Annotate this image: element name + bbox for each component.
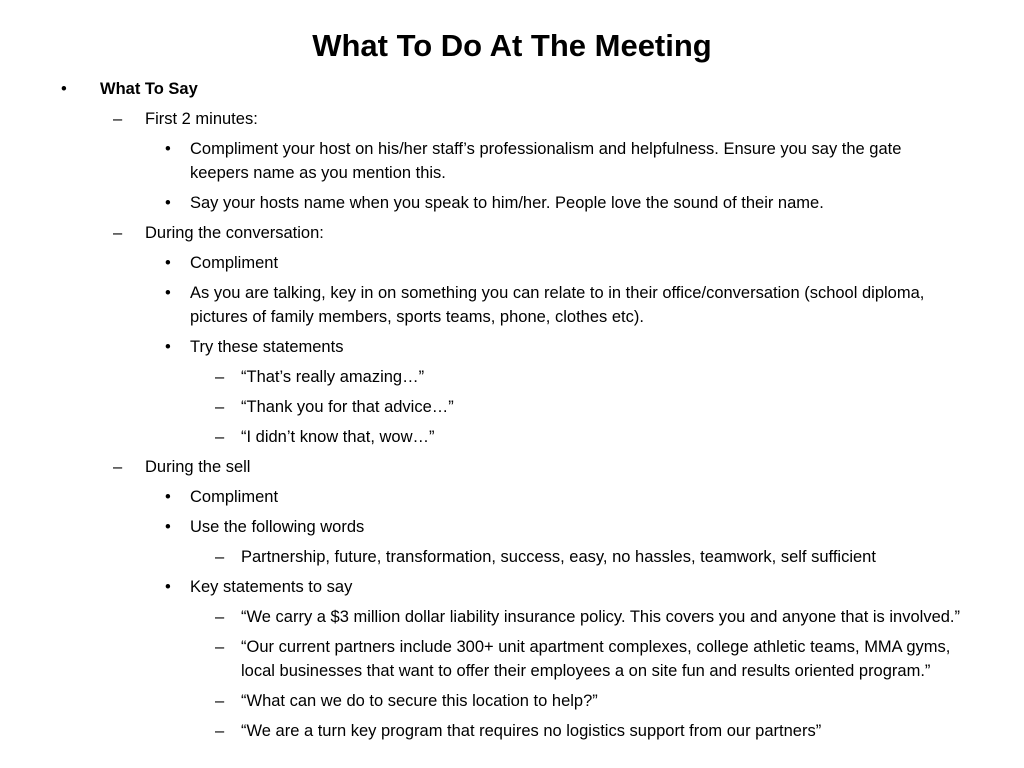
- bullet-marker: •: [61, 80, 67, 98]
- list-item: [0, 77, 1024, 101]
- list-item: [0, 365, 1024, 389]
- list-item-text: “We are a turn key program that requires no logistics support from our partners”: [241, 722, 822, 740]
- list-item-text: “I didn’t know that, wow…”: [241, 428, 435, 446]
- list-item: [0, 281, 1024, 329]
- slide-title: What To Do At The Meeting: [312, 28, 712, 63]
- dash-marker: –: [215, 368, 225, 386]
- dash-marker: –: [113, 110, 123, 128]
- list-item: [0, 191, 1024, 215]
- list-item-text: What To Say: [100, 80, 198, 98]
- list-item-text: Compliment: [190, 254, 279, 272]
- list-item: [0, 485, 1024, 509]
- list-item-text: Compliment your host on his/her staff’s professionalism and helpfulness. Ensure you say the gate keepers name as you mention this.: [190, 140, 902, 182]
- bullet-marker: •: [165, 194, 171, 212]
- list-item-text: “Our current partners include 300+ unit apartment complexes, college athletic teams, MMA gyms, local businesses that want to offer their employees a on site fun and results oriented program.”: [241, 638, 951, 680]
- list-item: [0, 251, 1024, 275]
- list-item-text: Use the following words: [190, 518, 365, 536]
- list-item: [0, 635, 1024, 683]
- bullet-marker: •: [165, 578, 171, 596]
- list-item: [0, 575, 1024, 599]
- list-item-text: Compliment: [190, 488, 279, 506]
- list-item: [0, 395, 1024, 419]
- list-item: [0, 719, 1024, 743]
- dash-marker: –: [215, 428, 225, 446]
- list-item: [0, 605, 1024, 629]
- list-item-text: Partnership, future, transformation, success, easy, no hassles, teamwork, self sufficient: [241, 548, 876, 566]
- list-item-text: During the sell: [145, 458, 251, 476]
- list-item-text: Key statements to say: [190, 578, 353, 596]
- list-item: [0, 107, 1024, 131]
- list-item-text: As you are talking, key in on something you can relate to in their office/conversation (school diploma, pictures of family members, sports teams, phone, clothes etc).: [190, 284, 925, 326]
- list-item: [0, 515, 1024, 539]
- list-item-text: “That’s really amazing…”: [241, 368, 425, 386]
- list-item-text: During the conversation:: [145, 224, 324, 242]
- dash-marker: –: [113, 458, 123, 476]
- list-item: [0, 545, 1024, 569]
- list-item-text: “We carry a $3 million dollar liability insurance policy. This covers you and anyone that is involved.”: [241, 608, 960, 626]
- list-item-text: Try these statements: [190, 338, 344, 356]
- slide-content: [0, 72, 1024, 743]
- list-item-text: “What can we do to secure this location to help?”: [241, 692, 598, 710]
- dash-marker: –: [215, 692, 225, 710]
- bullet-marker: •: [165, 338, 171, 356]
- bullet-marker: •: [165, 518, 171, 536]
- dash-marker: –: [215, 548, 225, 566]
- list-item-text: First 2 minutes:: [145, 110, 258, 128]
- list-item: [0, 425, 1024, 449]
- dash-marker: –: [215, 398, 225, 416]
- list-item-text: Say your hosts name when you speak to him/her. People love the sound of their name.: [190, 194, 824, 212]
- list-item: [0, 221, 1024, 245]
- dash-marker: –: [215, 722, 225, 740]
- list-item: [0, 689, 1024, 713]
- bullet-marker: •: [165, 488, 171, 506]
- bullet-marker: •: [165, 284, 171, 302]
- list-item: [0, 137, 1024, 185]
- dash-marker: –: [215, 608, 225, 626]
- list-item: [0, 335, 1024, 359]
- bullet-marker: •: [165, 254, 171, 272]
- bullet-marker: •: [165, 140, 171, 158]
- list-item: [0, 455, 1024, 479]
- dash-marker: –: [215, 638, 225, 656]
- list-item-text: “Thank you for that advice…”: [241, 398, 454, 416]
- dash-marker: –: [113, 224, 123, 242]
